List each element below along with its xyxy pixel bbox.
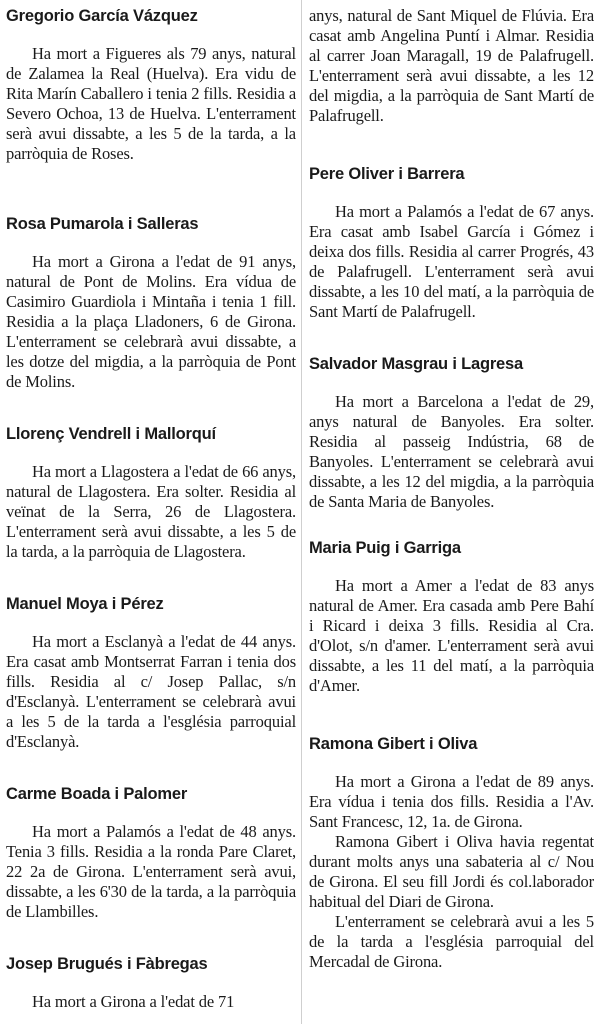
obituary-name: Ramona Gibert i Oliva (309, 735, 478, 753)
obituary-text: Ramona Gibert i Oliva havia regentat durant molts anys una sabateria al c/ Nou de Girona. El seu fill Jordi és col.laborador habitual del Diari de Girona. (309, 832, 594, 911)
obituary-name: Carme Boada i Palomer (6, 785, 188, 803)
obituary-entry (6, 214, 296, 392)
obituary-text: L'enterrament se celebrarà avui a les 5 de la tarda a l'església parroquial del Mercadal de Girona. (309, 912, 594, 971)
obituary-entry (6, 424, 296, 562)
obituary-text: Ha mort a Girona a l'edat de 71 (32, 992, 235, 1011)
obituary-name: Maria Puig i Garriga (309, 539, 461, 557)
column-divider (301, 0, 302, 1024)
obituary-name: Llorenç Vendrell i Mallorquí (6, 425, 216, 443)
obituary-name: Josep Brugués i Fàbregas (6, 955, 208, 973)
obituary-entry (309, 538, 594, 696)
obituary-text: Ha mort a Girona a l'edat de 89 anys. Era vídua i tenia dos fills. Residia a l'Av. Sant Francesc, 12, 1a. de Girona. (309, 772, 594, 831)
obituary-entry (309, 164, 594, 322)
obituary-text: Ha mort a Palamós a l'edat de 48 anys. Tenia 3 fills. Residia a la ronda Pare Claret, 22 2a de Girona. L'enterrament serà avui, dissabte, a les 6'30 de la tarda, a la parròquia de Llambilles. (6, 822, 296, 921)
obituary-entry (309, 354, 594, 512)
obituary-text: Ha mort a Girona a l'edat de 91 anys, natural de Pont de Molins. Era vídua de Casimiro Guardiola i Mintaña i tenia 1 fill. Residia a la plaça Lladoners, 6 de Girona. L'enterrament se celebrarà avui dissabte, a les dotze del migdia, a la parròquia de Pont de Molins. (6, 252, 296, 391)
obituary-continuation (309, 6, 594, 126)
obituary-text: Ha mort a Llagostera a l'edat de 66 anys, natural de Llagostera. Era solter. Residia al veïnat de la Serra, 26 de Llagostera. L'enterrament serà avui dissabte, a les 5 de la tarda, a la parròquia de Llagostera. (6, 462, 296, 561)
obituary-name: Gregorio García Vázquez (6, 7, 198, 25)
obituary-text: Ha mort a Esclanyà a l'edat de 44 anys. Era casat amb Montserrat Farran i tenia dos fills. Residia al c/ Josep Pallac, s/n d'Esclanyà. L'enterrament se celebrarà avui a les 5 de la tarda a l'església parroquial d'Esclanyà. (6, 632, 296, 751)
obituary-entry (6, 6, 296, 164)
obituary-entry (6, 784, 296, 922)
obituary-text: Ha mort a Barcelona a l'edat de 29, anys natural de Banyoles. Era solter. Residia al passeig Indústria, 68 de Banyoles. L'enterrament se celebrarà avui dissabte, a les 12 del migdia, a la parròquia de Santa Maria de Banyoles. (309, 392, 594, 511)
obituary-text: anys, natural de Sant Miquel de Flúvia. Era casat amb Angelina Puntí i Almar. Residia al carrer Joan Maragall, 19 de Palafrugell. L'enterrament serà avui dissabte, a les 12 del migdia, a la parròquia de Sant Martí de Palafrugell. (309, 6, 594, 125)
obituary-text: Ha mort a Figueres als 79 anys, natural de Zalamea la Real (Huelva). Era vidu de Rita Marín Caballero i tenia 2 fills. Residia a Severo Ochoa, 13 de Huelva. L'enterrament serà avui dissabte, a les 5 de la tarda, a la parròquia de Roses. (6, 44, 296, 163)
obituary-entry (6, 594, 296, 752)
obituary-text: Ha mort a Palamós a l'edat de 67 anys. Era casat amb Isabel García i Gómez i deixa dos fills. Residia al carrer Progrés, 43 de Palafrugell. L'enterrament serà avui dissabte, a les 10 del matí, a la parròquia de Sant Martí de Palafrugell. (309, 202, 594, 321)
obituary-entry (6, 954, 296, 1012)
obituary-text: Ha mort a Amer a l'edat de 83 anys natural de Amer. Era casada amb Pere Bahí i Ricard i deixa 3 fills. Residia al Cra. d'Olot, s/n d'amer. L'enterrament serà avui dissabte, a les 11 del matí, a la parròquia d'Amer. (309, 576, 594, 695)
obituary-name: Salvador Masgrau i Lagresa (309, 355, 523, 373)
obituary-name: Rosa Pumarola i Salleras (6, 215, 199, 233)
obituary-name: Manuel Moya i Pérez (6, 595, 164, 613)
obituary-name: Pere Oliver i Barrera (309, 165, 465, 183)
obituary-entry (309, 734, 594, 972)
